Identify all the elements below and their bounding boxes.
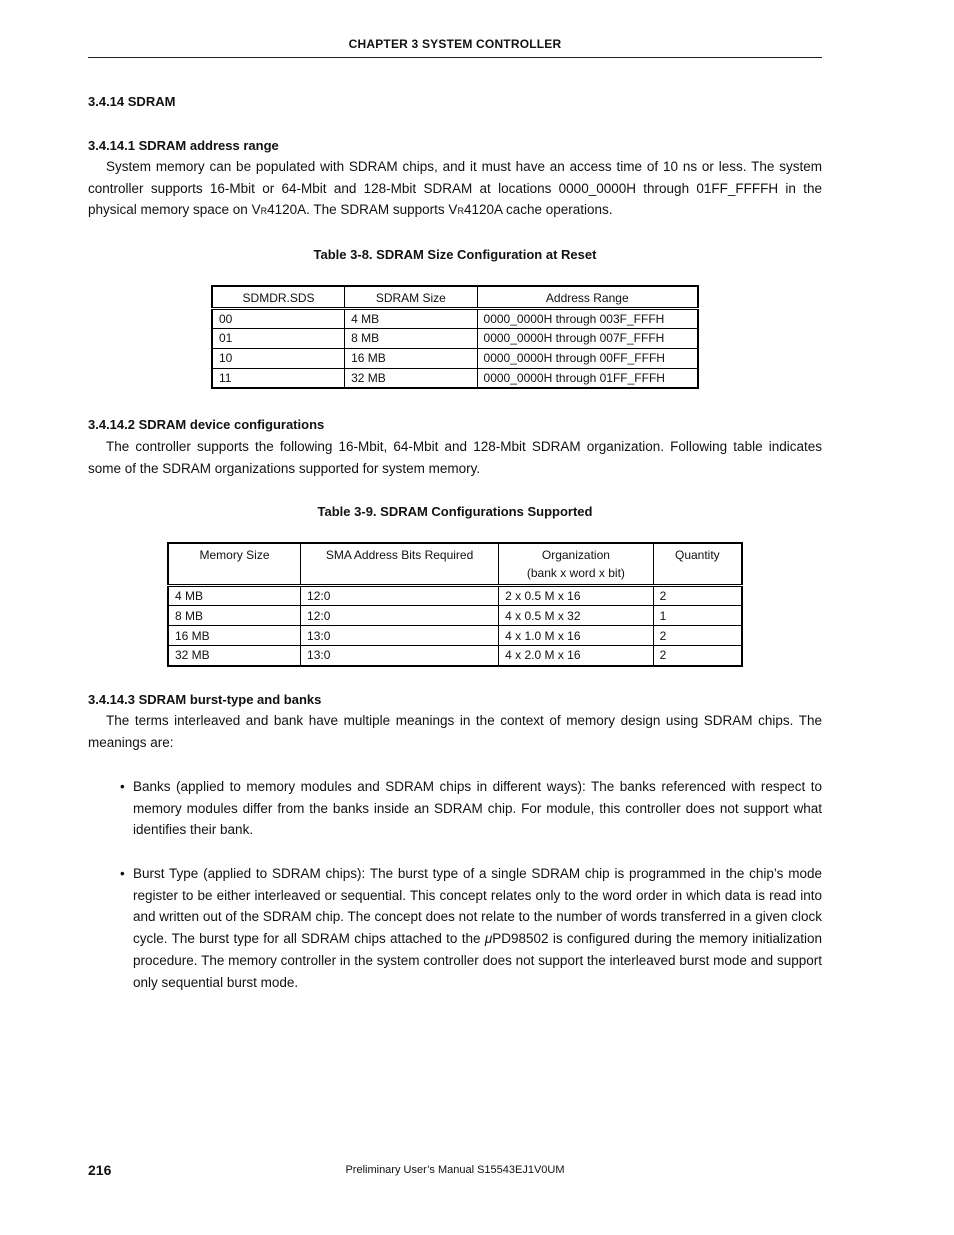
table-row <box>168 586 742 606</box>
table-cell: 16 MB <box>168 626 301 646</box>
table1-caption: Table 3-8. SDRAM Size Configuration at Reset <box>313 247 597 262</box>
table-cell: 4 MB <box>168 586 301 606</box>
table-cell: 0000_0000H through 01FF_FFFH <box>477 368 698 388</box>
table-cell: 12:0 <box>301 606 499 626</box>
device-configurations-text: The controller supports the following 16-Mbit, 64-Mbit and 128-Mbit SDRAM organization. Following table indicates some of the SDRAM organizations supported for system memory. <box>88 439 822 476</box>
table-cell: 32 MB <box>168 646 301 666</box>
paragraph-device-configurations <box>88 436 822 479</box>
column-header: Quantity <box>653 543 742 586</box>
bullet-burst-type <box>133 863 822 993</box>
table-cell: 16 MB <box>345 348 477 368</box>
column-header: Memory Size <box>168 543 301 586</box>
section-heading-address-range: 3.4.14.1 SDRAM address range <box>88 138 279 153</box>
page-number: 216 <box>88 1162 112 1178</box>
mu-symbol: μ <box>484 931 493 947</box>
address-range-text-a: System memory can be populated with SDRAM chips, and it must have an access time of 10 ns or less. The system controller supports 16-Mbit or 64-Mbit and 128-Mbit SDRAM at locations 0000_0000H through 01FF_FFFFH in the physical memory space on V <box>88 159 822 218</box>
column-header: SDRAM Size <box>345 286 477 308</box>
table-cell: 0000_0000H through 007F_FFFH <box>477 328 698 348</box>
paragraph-burst-type <box>88 710 822 753</box>
table-cell: 2 <box>653 646 742 666</box>
section-heading-burst-type: 3.4.14.3 SDRAM burst-type and banks <box>88 692 322 707</box>
address-range-text-c: 4120A cache operations. <box>463 202 613 218</box>
sdram-size-table <box>211 285 699 389</box>
column-header: Address Range <box>477 286 698 308</box>
bullet-marker: • <box>120 779 125 794</box>
paragraph-address-range <box>88 156 822 223</box>
table-header-row <box>168 543 742 586</box>
subscript-r: R <box>260 206 268 217</box>
chapter-header: CHAPTER 3 SYSTEM CONTROLLER <box>348 37 562 51</box>
table-cell: 2 <box>653 586 742 606</box>
table-cell: 32 MB <box>345 368 477 388</box>
table-row <box>168 626 742 646</box>
table-row <box>168 606 742 626</box>
table-cell: 1 <box>653 606 742 626</box>
bullet-marker: • <box>120 866 125 881</box>
column-header: SDMDR.SDS <box>212 286 345 308</box>
table-cell: 4 MB <box>345 308 477 328</box>
table-cell: 10 <box>212 348 345 368</box>
section-heading-device-configurations: 3.4.14.2 SDRAM device configurations <box>88 417 325 432</box>
burst-type-bullet-text-b: PD98502 is configured during the memory initialization procedure. The memory controller in the system controller does not support the interleaved burst mode and support only sequential burst mode. <box>133 931 822 990</box>
table-cell: 8 MB <box>345 328 477 348</box>
column-header-subtitle: (bank x word x bit) <box>526 566 625 580</box>
table-row <box>212 308 698 328</box>
manual-title: Preliminary User’s Manual S15543EJ1V0UM <box>345 1164 565 1176</box>
table-row <box>168 646 742 666</box>
table-header-row <box>212 286 698 308</box>
table-cell: 0000_0000H through 00FF_FFFH <box>477 348 698 368</box>
bullet-banks: Banks (applied to memory modules and SDRAM chips in different ways): The banks referenced with respect to memory modules differ from the banks inside an SDRAM chip. For module, this controller does not support what identifies their bank. <box>133 779 822 838</box>
subscript-r: R <box>457 206 464 217</box>
table2-caption: Table 3-9. SDRAM Configurations Supported <box>317 504 593 519</box>
table-cell: 01 <box>212 328 345 348</box>
sdram-configurations-table <box>167 542 743 667</box>
table-row <box>212 328 698 348</box>
table-cell: 4 x 1.0 M x 16 <box>499 626 654 646</box>
column-header-organization <box>499 543 654 586</box>
section-heading-sdram: 3.4.14 SDRAM <box>88 94 176 109</box>
table-cell: 12:0 <box>301 586 499 606</box>
table-cell: 2 x 0.5 M x 16 <box>499 586 654 606</box>
burst-type-text: The terms interleaved and bank have multiple meanings in the context of memory design using SDRAM chips. The meanings are: <box>88 713 822 750</box>
column-header: SMA Address Bits Required <box>301 543 499 586</box>
table-cell: 13:0 <box>301 626 499 646</box>
burst-type-bullet-text-a: Burst Type (applied to SDRAM chips): The burst type of a single SDRAM chip is programmed in the chip’s mode register to be either interleaved or sequential. This concept relates only to the word order in which data is read into and written out of the SDRAM chip. The concept does not relate to the number of words transferred in a given clock cycle. The burst type for all SDRAM chips attached to the <box>133 866 822 947</box>
table-cell: 2 <box>653 626 742 646</box>
table-cell: 13:0 <box>301 646 499 666</box>
header-rule <box>88 57 822 58</box>
column-header: Organization <box>541 548 610 562</box>
address-range-text-b: 4120A. The SDRAM supports V <box>267 202 458 218</box>
table-cell: 4 x 0.5 M x 32 <box>499 606 654 626</box>
table-row <box>212 348 698 368</box>
table-cell: 8 MB <box>168 606 301 626</box>
table-cell: 0000_0000H through 003F_FFFH <box>477 308 698 328</box>
table-row <box>212 368 698 388</box>
table-cell: 00 <box>212 308 345 328</box>
table-cell: 4 x 2.0 M x 16 <box>499 646 654 666</box>
table-cell: 11 <box>212 368 345 388</box>
